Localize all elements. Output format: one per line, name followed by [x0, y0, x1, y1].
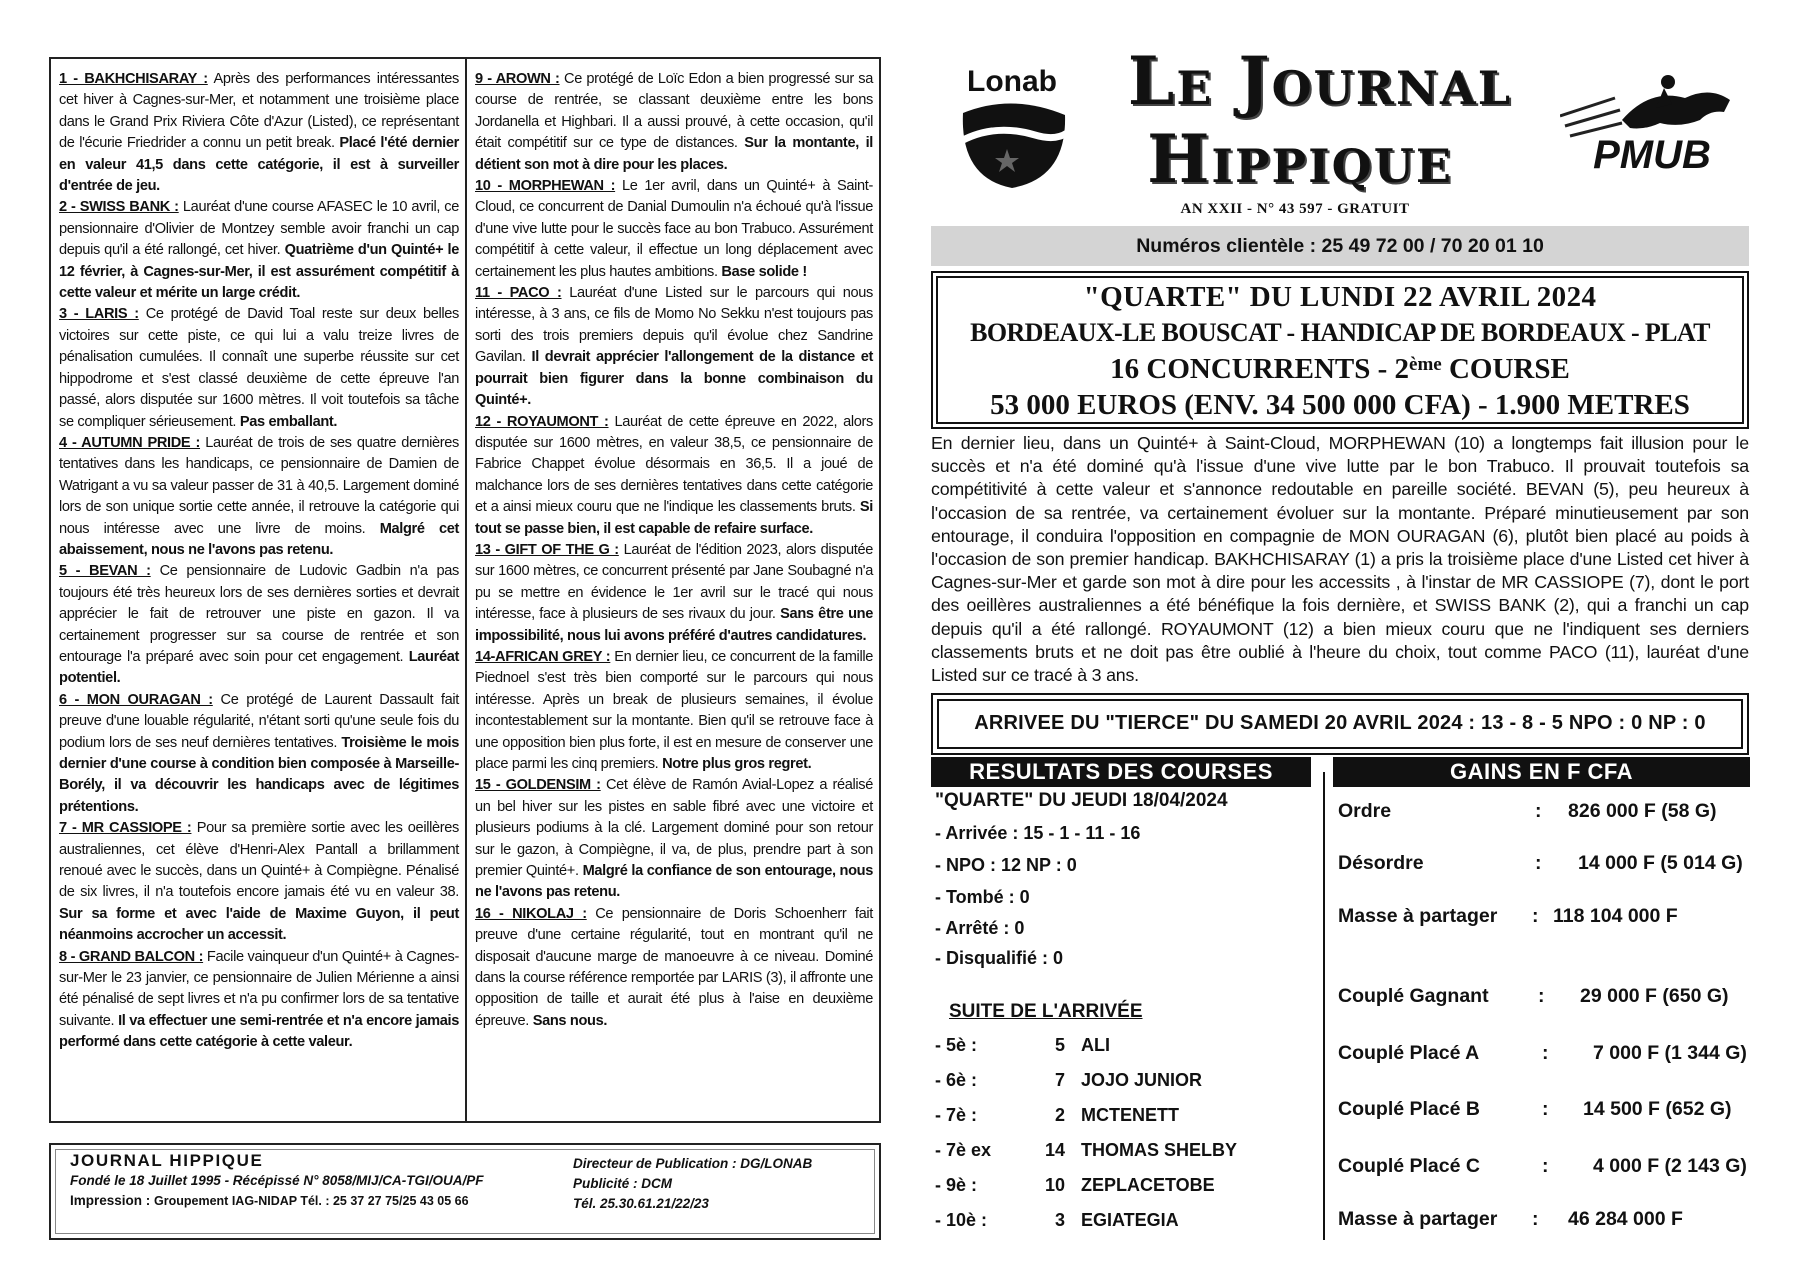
gains-value: 29 000 F (650 G): [1580, 985, 1729, 1007]
horse-note-text: Le 1er avril, dans un Quinté+ à Saint-Cloud, ce concurrent de Danial Dumoulin n'a échoué qu'à l'issue d'une vive lutte pour le succès face au bon Trabuco. Assurément compétitif à cette valeur, il effectue un long déplacement avec certainement les plus hautes ambitions.: [475, 178, 873, 280]
horse-note-name: 2 - SWISS BANK :: [59, 199, 179, 216]
horse-note-text: Lauréat d'une course AFASEC le 10 avril, ce pensionnaire d'Olivier de Montzey semble avoir franchi un cap depuis qu'il a été rallongé, cet hiver.: [59, 199, 459, 259]
horse-note-conclusion: Lauréat potentiel.: [59, 648, 459, 687]
suite-place: - 10è :: [935, 1210, 988, 1230]
horse-note-text: Ce pensionnaire de Ludovic Gadbin n'a pas toujours été très heureux lors de ses dernières sorties et devrait apprécier le fait de retrouver une piste en gazon. Il va certainement progresser sur sa course de rentrée et son entourage l'a préparé avec soin pour cet engagement.: [59, 563, 459, 665]
horse-note-name: 12 - ROYAUMONT :: [475, 413, 609, 430]
horse-note: [475, 412, 873, 540]
horse-note-name: 7 - MR CASSIOPE :: [59, 820, 192, 837]
suite-place: - 7è ex: [935, 1140, 992, 1160]
horse-note-name: 8 - GRAND BALCON :: [59, 948, 204, 965]
race-title-line3: [938, 351, 1742, 387]
masthead-title-line1: Le Journal: [1127, 42, 1513, 120]
horse-note-name: 10 - MORPHEWAN :: [475, 178, 616, 195]
race-title-line4: 53 000 EUROS (ENV. 34 500 000 CFA) - 1.900 METRES: [990, 389, 1690, 421]
gains-label: Masse à partager: [1338, 1208, 1498, 1230]
pmub-wordmark: PMUB: [1593, 133, 1711, 177]
lonab-logo: [955, 63, 1070, 193]
horse-note-text: Ce protégé de Laurent Dassault fait preuve d'une louable régularité, n'étant sorti qu'une seule fois du podium lors de ses neuf dernières tentatives.: [59, 691, 459, 751]
results-line: - Arrêté : 0: [935, 918, 1025, 938]
horse-note-conclusion: Malgré cet abaissement, nous ne l'avons pas retenu.: [59, 520, 459, 558]
imprint-director: Directeur de Publication : DG/LONAB: [573, 1156, 813, 1171]
horse-note: [475, 69, 873, 176]
gains-colon: :: [1532, 1208, 1539, 1230]
horse-note-conclusion: Sans nous.: [532, 1012, 608, 1029]
gains-value: 14 500 F (652 G): [1583, 1098, 1732, 1120]
client-numbers-band: Numéros clientèle : 25 49 72 00 / 70 20 01 10: [931, 226, 1749, 266]
gains-colon: :: [1532, 905, 1539, 927]
horse-note-text: Lauréat de l'édition 2023, alors disputée sur 1600 mètres, ce concurrent présenté par Jane Soubagné n'a pu se mettre en évidence le 1er avril sur le tracé qui nous intéresse, face à plusieurs de ses rivaux du jour.: [475, 541, 873, 623]
horse-note-conclusion: Troisième le mois dernier d'une course à condition bien composée à Marseille-Borély, il va découvrir les handicaps avec de légitimes prétentions.: [59, 734, 460, 815]
imprint-printing: Groupement IAG-NIDAP Tél. : 25 37 27 75/25 43 05 66: [154, 1194, 469, 1208]
race-ordinal-suffix: ème: [1409, 354, 1442, 375]
horse-note-conclusion: Base solide !: [721, 263, 807, 280]
race-runners: 16 CONCURRENTS - 2: [1110, 353, 1410, 385]
horse-note-text: Pour sa première sortie avec les oeillères australiennes, cet élève d'Henri-Alex Pantall a brillamment renoué avec le succès, dans un Quinté+ à Compiègne. Pénalisé de six livres, il n'a toutefois encore jamais été vu en valeur 38.: [59, 820, 459, 901]
gains-colon: :: [1535, 800, 1542, 822]
suite-row: [935, 1175, 1215, 1196]
horse-note: [475, 647, 873, 775]
gains-label: Ordre: [1338, 800, 1392, 822]
pmub-logo: [1560, 68, 1740, 178]
suite-row: [935, 1070, 1202, 1091]
horse-note-name: 4 - AUTUMN PRIDE :: [59, 434, 201, 451]
horse-note-text: Ce pensionnaire de Doris Schoenherr fait preuve d'une certaine régularité, tout en montrant qu'il ne disposait d'aucune marge de manoeuvre à ce niveau. Dominé dans la course référence remportée par LARIS (3), il affronte une opposition de taille et aurait été plus à l'aise en deuxième épreuve.: [475, 905, 873, 1029]
results-line: - Disqualifié : 0: [935, 948, 1064, 968]
horse-note: [475, 176, 873, 283]
horse-note-text: Facile vainqueur d'un Quinté+ à Cagnes-sur-Mer le 23 janvier, ce pensionnaire de Julien Mérienne a ainsi été pénalisé de sept livres et n'a pu confirmer lors de sa tentative suivante.: [59, 948, 459, 1029]
gains-value: 46 284 000 F: [1568, 1208, 1683, 1230]
race-title-line1: "QUARTE" DU LUNDI 22 AVRIL 2024: [1083, 281, 1597, 313]
gains-label: Couplé Gagnant: [1338, 985, 1489, 1007]
suite-horse: ZEPLACETOBE: [1081, 1175, 1215, 1195]
tierce-result-box: [931, 693, 1749, 755]
horse-note: [475, 775, 873, 903]
gains-value: 826 000 F (58 G): [1568, 800, 1717, 822]
horse-note-text: En dernier lieu, ce concurrent de la famille Piednoel s'est très bien comporté sur le parcours qui nous intéresse. Après un break de plusieurs semaines, il évolue incontestablement sur la montante. Bien qu'il se retrouve face à une opposition bien plus forte, il est en mesure de conserver une place parmi les cinq premiers.: [475, 648, 873, 772]
horse-note-name: 9 - AROWN :: [475, 71, 560, 87]
horse-note-conclusion: Sur sa forme et avec l'aide de Maxime Guyon, il peut néanmoins accrocher un accessit.: [59, 905, 459, 944]
suite-number: 10: [1044, 1175, 1065, 1195]
horse-note-conclusion: Quatrième d'un Quinté+ le 12 février, à Cagnes-sur-Mer, il est assurément compétitif à cette valeur et mérite un large crédit.: [59, 242, 460, 302]
horse-note: [59, 69, 459, 197]
horse-note-name: 6 - MON OURAGAN :: [59, 691, 213, 708]
suite-number: 14: [1044, 1140, 1065, 1160]
horse-note-name: 3 - LARIS :: [59, 306, 139, 323]
gains-label: Désordre: [1338, 852, 1424, 874]
gains-value: 118 104 000 F: [1553, 905, 1678, 927]
results-divider: [1323, 772, 1325, 1240]
horse-note-conclusion: Pas emballant.: [239, 413, 338, 430]
horse-note: [59, 690, 459, 818]
race-course-word: COURSE: [1441, 353, 1570, 385]
gains-header: GAINS EN F CFA: [1333, 757, 1750, 787]
results-header: RESULTATS DES COURSES: [931, 757, 1311, 787]
suite-place: - 7è :: [935, 1105, 978, 1125]
imprint-publicity: Publicité : DCM: [573, 1176, 673, 1191]
horse-note-name: 5 - BEVAN :: [59, 563, 151, 580]
gains-colon: :: [1542, 1042, 1549, 1064]
suite-horse: MCTENETT: [1081, 1105, 1179, 1125]
horse-note-text: Ce protégé de David Toal reste sur deux belles victoires sur cette piste, ce qui lui a valu treize livres de pénalisation cumulées. Il connaît une superbe réussite sur cet hippodrome et s'est classé deuxième de cette épreuve l'an passé, alors disputée sur 1600 mètres. Il voit toutefois sa tâche se compliquer sérieusement.: [59, 306, 459, 430]
race-summary: En dernier lieu, dans un Quinté+ à Saint-Cloud, MORPHEWAN (10) a longtemps fait illusion pour le succès et n'a été dominé qu'à l'issue d'une vive lutte par le bon Trabuco. Il prouvait toutefois sa compétitivité à cette valeur et s'annonce redoutable en pareille société. BEVAN (5), peu heureux à l'occasion de sa rentrée, va certainement évoluer sur la montante. Préparé minutieusement par son entourage, il conduira l'opposition en compagnie de MON OURAGAN (6), plutôt bien placé au poids à l'occasion de son premier handicap. BAKHCHISARAY (1) a pris la troisième place d'une Listed cet hiver à Cagnes-sur-Mer et garde son mot à dire pour les accessits , à l'instar de MR CASSIOPE (7), dont le port des oeillères australiennes a été bénéfique la fois dernière, et SWISS BANK (2), qui a franchi un cap depuis qu'il a été rallongé. ROYAUMONT (12) a bien mieux couru que ne l'indiquent ses derniers classements bruts et ne doit pas être oublié à l'heure du choix, tout comme PACO (11), lauréat d'une Listed sur ce tracé à 3 ans.: [931, 433, 1749, 686]
horse-note: [59, 304, 459, 432]
horse-note: [59, 433, 459, 561]
horse-note: [475, 283, 873, 411]
horse-note-conclusion: Malgré la confiance de son entourage, nous ne l'avons pas retenu.: [475, 863, 874, 901]
horse-note-conclusion: Il va effectuer une semi-rentrée et n'a encore jamais performé dans cette catégorie à cette valeur.: [59, 1012, 459, 1051]
horse-note: [475, 904, 873, 1032]
gains-label: Masse à partager: [1338, 905, 1498, 927]
horse-note-name: 13 - GIFT OF THE G :: [475, 541, 619, 558]
suite-number: 5: [1054, 1035, 1065, 1055]
suite-place: - 5è :: [935, 1035, 978, 1055]
results-quarte-title: "QUARTE" DU JEUDI 18/04/2024: [935, 790, 1228, 811]
gains-value: 14 000 F (5 014 G): [1578, 852, 1743, 874]
suite-row: [935, 1105, 1179, 1126]
horse-note: [59, 561, 459, 689]
horse-note-conclusion: Il devrait apprécier l'allongement de la distance et pourrait bien figurer dans la bonne combinaison du Quinté+.: [475, 349, 873, 409]
suite-horse: THOMAS SHELBY: [1081, 1140, 1238, 1160]
horse-note-name: 16 - NIKOLAJ :: [475, 905, 587, 922]
suite-row: [935, 1140, 1237, 1161]
horse-note-name: 15 - GOLDENSIM :: [475, 777, 601, 794]
horse-note-text: Lauréat d'une Listed sur le parcours qui nous intéresse, à 3 ans, ce fils de Momo No Sekku n'est toujours pas sorti des trois premiers depuis qu'il évolue chez Sandrine Gavilan.: [475, 285, 873, 366]
gains-label: Couplé Placé B: [1338, 1098, 1480, 1120]
suite-number: 2: [1054, 1105, 1065, 1125]
imprint-left: [70, 1151, 484, 1211]
race-title-box: [931, 271, 1749, 429]
masthead-title-line2: Hippique: [1147, 120, 1453, 198]
suite-horse: JOJO JUNIOR: [1081, 1070, 1203, 1090]
imprint-title: JOURNAL HIPPIQUE: [70, 1151, 264, 1170]
imprint-right: [573, 1154, 812, 1214]
gains-label: Couplé Placé A: [1338, 1042, 1480, 1064]
suite-row: [935, 1035, 1110, 1056]
horse-note: [59, 947, 459, 1054]
suite-number: 7: [1054, 1070, 1065, 1090]
suite-horse: EGIATEGIA: [1081, 1210, 1179, 1230]
horse-note-conclusion: Notre plus gros regret.: [662, 756, 812, 772]
suite-place: - 6è :: [935, 1070, 978, 1090]
imprint-tel: Tél. 25.30.61.21/22/23: [573, 1196, 709, 1211]
horse-note: [475, 540, 873, 647]
horse-note-name: 1 - BAKHCHISARAY :: [59, 71, 208, 87]
horse-note-text: Ce protégé de Loïc Edon a bien progressé sur sa course de rentrée, se classant deuxième entre les bons Jordanella et Highbari. Il a aussi prouvé, à cette occasion, qu'il était compétitif sur ce type de distances.: [475, 71, 873, 152]
suite-number: 3: [1054, 1210, 1065, 1230]
horse-note-conclusion: Sur la montante, il détient son mot à dire pour les places.: [475, 135, 873, 173]
horse-note-name: 14-AFRICAN GREY :: [475, 648, 611, 665]
horse-note-conclusion: Si tout se passe bien, il est capable de refaire surface.: [475, 499, 873, 537]
suite-arrivee-header: SUITE DE L'ARRIVÉE: [949, 1001, 1143, 1022]
imprint-founded: Fondé le 18 Juillet 1995 - Récépissé N° 8058/MIJ/CA-TGI/OUA/PF: [70, 1173, 484, 1188]
results-line: - Arrivée : 15 - 1 - 11 - 16: [935, 823, 1141, 843]
suite-horse: ALI: [1081, 1035, 1110, 1055]
imprint-box: [49, 1143, 881, 1240]
tierce-result: ARRIVEE DU "TIERCE" DU SAMEDI 20 AVRIL 2024 : 13 - 8 - 5 NPO : 0 NP : 0: [937, 699, 1743, 749]
horse-note: [59, 197, 459, 304]
horse-note-conclusion: Sans être une impossibilité, nous lui avons préféré d'autres candidatures.: [475, 606, 873, 644]
gains-colon: :: [1535, 852, 1542, 874]
notes-column-left: [51, 59, 465, 1121]
gains-value: 7 000 F (1 344 G): [1593, 1042, 1747, 1064]
gains-colon: :: [1538, 985, 1545, 1007]
suite-row: [935, 1210, 1179, 1231]
horse-note-text: Lauréat de trois de ses quatre dernières tentatives dans les handicaps, ce pensionnaire de Damien de Watrigant a vu sa valeur passer de 31 à 40,5. Largement dominé lors de son unique sortie cette année, il retrouve la catégorie qui nous intéresse avec une livre de moins.: [59, 434, 459, 537]
gains-colon: :: [1542, 1098, 1549, 1120]
horse-note-text: Lauréat de cette épreuve en 2022, alors disputée sur 1600 mètres, en valeur 38,5, ce pensionnaire de Fabrice Chappet évolue désormais en 36,5. Il a joué de malchance lors de ses dernières tentatives dans cette catégorie et a ainsi mieux couru que ne l'indique les classements bruts.: [475, 413, 874, 516]
gains-label: Couplé Placé C: [1338, 1155, 1480, 1177]
suite-place: - 9è :: [935, 1175, 978, 1195]
imprint-printing-label: Impression :: [70, 1193, 155, 1208]
horse-note-text: Cet élève de Ramón Avial-Lopez a réalisé un bel hiver sur les pistes en sable fibré avec une victoire et plusieurs podiums à la clé. Largement dominé pour son retour sur le gazon, à Compiègne, il va, de plus, prendre part à son premier Quinté+.: [475, 777, 873, 880]
horse-note-text: Après des performances intéressantes cet hiver à Cagnes-sur-Mer, et notamment une troisième place dans le Grand Prix Riviera Côte d'Azur (Listed), ce représentant de l'écurie Friedrider a connu un petit break.: [59, 71, 459, 152]
notes-column-right: [465, 59, 879, 1121]
lonab-wordmark: Lonab: [967, 65, 1057, 98]
race-title-line2: BORDEAUX-LE BOUSCAT - HANDICAP DE BORDEAUX - PLAT: [970, 318, 1710, 347]
results-line: - Tombé : 0: [935, 887, 1030, 907]
horse-note-name: 11 - PACO :: [475, 285, 562, 302]
results-line: - NPO : 12 NP : 0: [935, 855, 1077, 875]
horse-notes-panel: [49, 57, 881, 1123]
horse-note-conclusion: Placé l'été dernier en valeur 41,5 dans cette catégorie, il est à surveiller d'entrée de jeu.: [59, 135, 459, 195]
gains-value: 4 000 F (2 143 G): [1593, 1155, 1747, 1177]
edition-line: AN XXII - N° 43 597 - GRATUIT: [1180, 201, 1410, 217]
gains-colon: :: [1542, 1155, 1549, 1177]
horse-note: [59, 818, 459, 946]
